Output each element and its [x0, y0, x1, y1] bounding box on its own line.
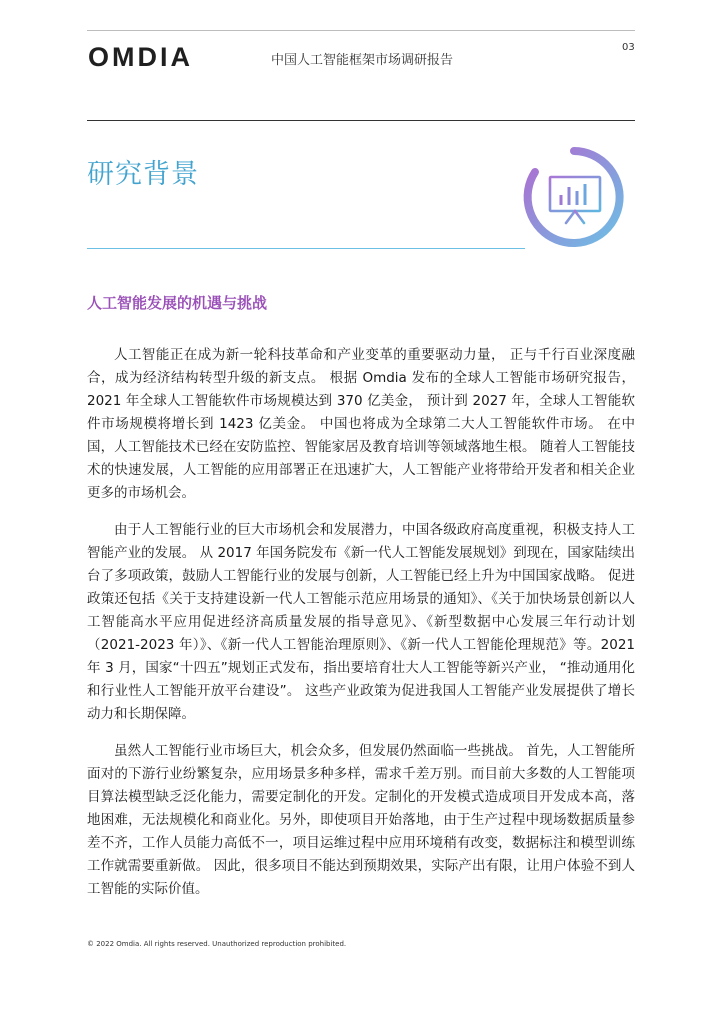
paragraph-2: 由于人工智能行业的巨大市场机会和发展潜力，中国各级政府高度重视，积极支持人工智能产业的发展。 从 2017 年国务院发布《新一代人工智能发展规划》到现在，国家陆续出台了多项政策，鼓励人工智能行业的发展与创新，人工智能已经上升为中国国家战略。 促进政策还包括《关于支持建设新一代人工智能示范应用场景的通知》、《关于加快场景创新以人工智能高水平应用促进经济高质量发展的指导意见》、《新型数据中心发展三年行动计划（2021-2023 年）》、《新一代人工智能治理原则》、《新一代人工智能伦理规范》等。2021 年 3 月，国家“十四五”规划正式发布，指出要培育壮大人工智能等新兴产业， “推动通用化和行业性人工智能开放平台建设”。 这些产业政策为促进我国人工智能产业发展提供了增长动力和长期保障。 [87, 522, 635, 722]
paragraph-1: 人工智能正在成为新一轮科技革命和产业变革的重要驱动力量， 正与千行百业深度融合，成为经济结构转型升级的新支点。 根据 Omdia 发布的全球人工智能市场研究报告，2021 年全球人工智能软件市场规模达到 370 亿美金， 预计到 2027 年，全球人工智能软件市场规模将增长到 1423 亿美金。 中国也将成为全球第二大人工智能软件市场。 在中国，人工智能技术已经在安防监控、智能家居及教育培训等领域落地生根。 随着人工智能技术的快速发展，人工智能的应用部署正在迅速扩大，人工智能产业将带给开发者和相关企业更多的市场机会。 [87, 347, 635, 501]
header-title: 中国人工智能框架市场调研报告 [270, 53, 453, 68]
top-rule [87, 30, 635, 31]
copyright-footer: © 2022 Omdia. All rights reserved. Unauthorized reproduction prohibited. [87, 940, 347, 948]
page-number: 03 [622, 42, 635, 53]
header-rule [87, 120, 635, 121]
paragraph-3: 虽然人工智能行业市场巨大，机会众多，但发展仍然面临一些挑战。 首先，人工智能所面对的下游行业纷繁复杂，应用场景多种多样，需求千差万别。而目前大多数的人工智能项目算法模型缺乏泛化能力，需要定制化的开发。定制化的开发模式造成项目开发成本高，落地困难，无法规模化和商业化。另外，即使项目开始落地，由于生产过程中现场数据质量参差不齐，工作人员能力高低不一，项目运维过程中应用环境稍有改变，数据标注和模型训练工作就需要重新做。 因此，很多项目不能达到预期效果，实际产出有限，让用户体验不到人工智能的实际价值。 [87, 743, 635, 897]
presentation-chart-icon [522, 145, 626, 249]
section-title: 研究背景 [87, 159, 199, 190]
section-rule [87, 248, 525, 249]
subheading: 人工智能发展的机遇与挑战 [87, 294, 268, 312]
body-text [87, 344, 635, 915]
omdia-logo: OMDIA [88, 42, 193, 72]
